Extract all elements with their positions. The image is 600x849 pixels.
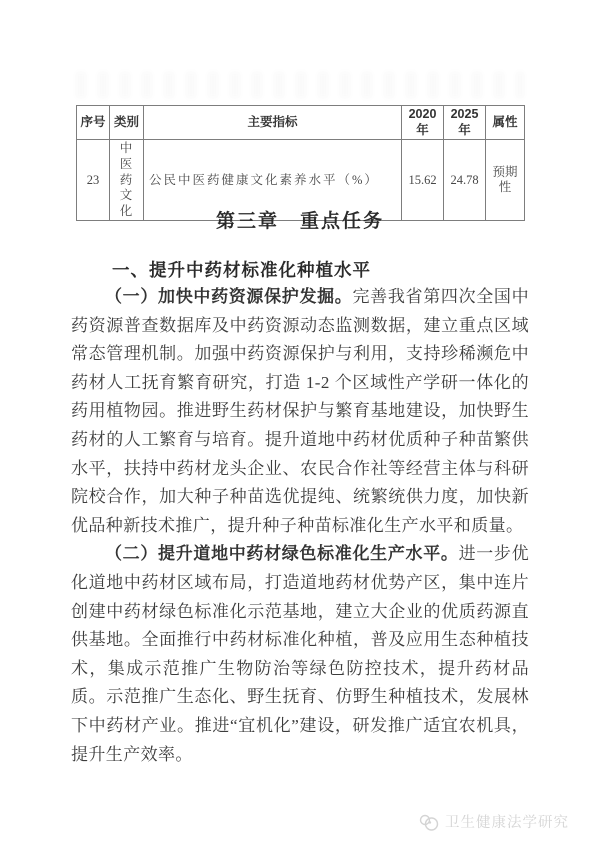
col-header-2020: 2020 年 xyxy=(402,106,444,140)
col-header-indicator: 主要指标 xyxy=(144,106,402,140)
col-header-2025: 2025 年 xyxy=(444,106,486,140)
watermark-logo-icon xyxy=(418,812,440,832)
paragraph-1-body: 完善我省第四次全国中药资源普查数据库及中药资源动态监测数据，建立重点区域常态管理机制。加强中药资源保护与利用，支持珍稀濒危中药材人工抚育繁育研究，打造 1-2 个区域性产学研一体化的药用植物园。推进野生药材保护与繁育基地建设，加快野生药材的人工繁育与培育。提升道地中药材优质种子种苗繁供水平，扶持中药材龙头企业、农民合作社等经营主体与科研院校合作，加大种子种苗选优提纯、统繁统供力度，加快新优品种新技术推广，提升种子种苗标准化生产水平和质量。 xyxy=(71,287,530,535)
watermark xyxy=(418,811,569,832)
cropped-previous-row-ghost xyxy=(76,72,524,98)
cell-attr: 预期性 xyxy=(486,140,525,221)
chapter-title: 第三章 重点任务 xyxy=(215,211,384,232)
cell-value-2025: 24.78 xyxy=(444,140,486,221)
paragraph-2 xyxy=(71,540,529,769)
col-header-no: 序号 xyxy=(77,106,110,140)
col-header-category: 类别 xyxy=(110,106,144,140)
indicator-table xyxy=(76,105,525,221)
col-header-attr: 属性 xyxy=(486,106,525,140)
cell-no: 23 xyxy=(77,140,110,221)
paragraph-1 xyxy=(71,283,529,540)
cell-value-2020: 15.62 xyxy=(402,140,444,221)
cell-category: 中医药文化 xyxy=(110,140,144,221)
section-title: 一、提升中药材标准化种植水平 xyxy=(112,260,371,280)
watermark-text: 卫生健康法学研究 xyxy=(445,815,569,831)
table-header-row xyxy=(77,106,525,140)
cell-indicator: 公民中医药健康文化素养水平（%） xyxy=(144,140,402,221)
paragraph-2-lead: （二）提升道地中药材绿色标准化生产水平。 xyxy=(105,544,459,564)
paragraph-1-lead: （一）加快中药资源保护发掘。 xyxy=(105,287,353,306)
paragraph-2-body: 进一步优化道地中药材区域布局，打造道地药材优势产区，集中连片创建中药材绿色标准化示范基地，建立大企业的优质药源直供基地。全面推行中药材标准化种植，普及应用生态种植技术，集成示范推广生物防治等绿色防控技术，提升药材品质。示范推广生态化、野生抚育、仿野生种植技术，发展林下中药材产业。推进“宜机化”建设，研发推广适宜农机具，提升生产效率。 xyxy=(71,544,529,764)
body-text xyxy=(71,283,529,769)
